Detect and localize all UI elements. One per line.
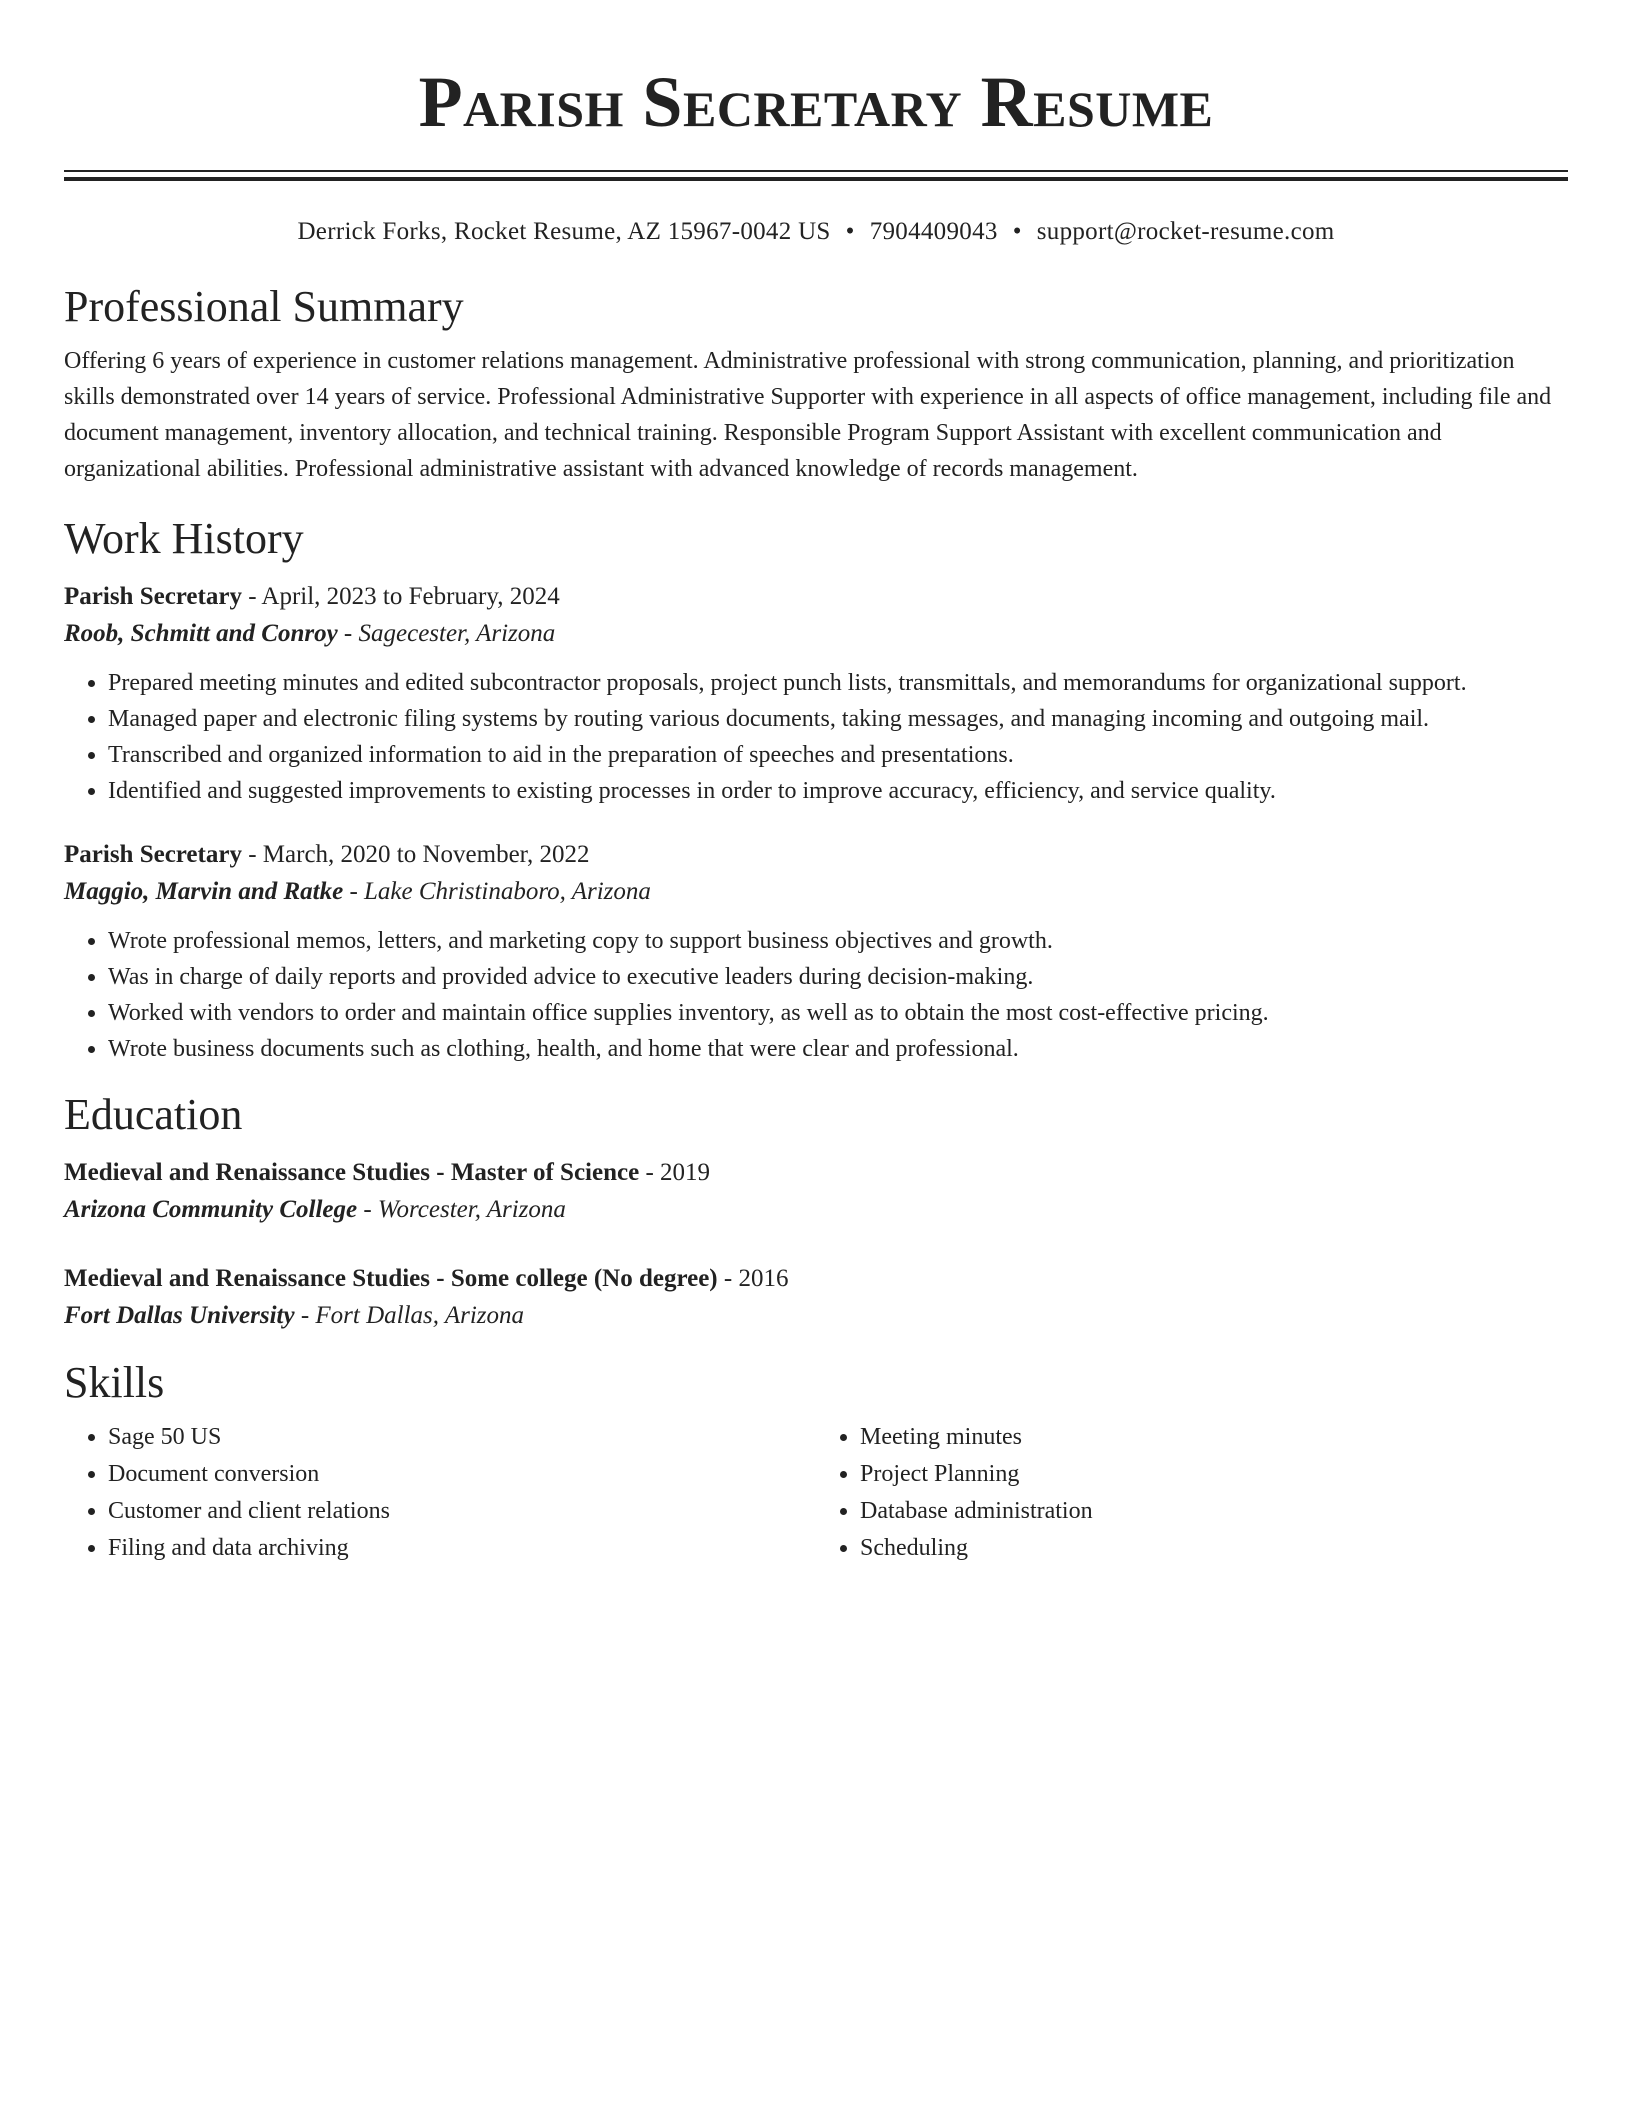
list-item: • Was in charge of daily reports and provided advice to executive leaders during decision-making. — [108, 959, 1568, 995]
contact-line — [64, 215, 1568, 249]
contact-separator: • — [1012, 218, 1022, 245]
education-heading: Education — [64, 1090, 243, 1139]
list-item: • Managed paper and electronic filing systems by routing various documents, taking messages, and managing incoming and outgoing mail. — [108, 701, 1568, 737]
summary-heading: Professional Summary — [64, 282, 464, 331]
page-title: Parish Secretary Resume — [418, 62, 1214, 142]
skill-item: • Document conversion — [108, 1456, 816, 1493]
job-duties-list — [64, 665, 1568, 809]
skills-list-left — [64, 1419, 816, 1567]
education-entry — [64, 1261, 1568, 1335]
school-line — [64, 1297, 1568, 1335]
school: Arizona Community College — [64, 1196, 358, 1223]
skill-item: • Filing and data archiving — [108, 1530, 816, 1567]
job-location: - Sagecester, Arizona — [337, 620, 556, 647]
contact-separator: • — [845, 218, 855, 245]
skills-columns — [64, 1419, 1568, 1567]
title-double-rule — [64, 170, 1568, 181]
job-title: Parish Secretary — [64, 583, 242, 610]
school: Fort Dallas University — [64, 1302, 295, 1329]
job-company: Maggio, Marvin and Ratke — [64, 878, 344, 905]
school-location: - Worcester, Arizona — [357, 1196, 566, 1223]
job-title: Parish Secretary — [64, 841, 242, 868]
skill-item: • Scheduling — [860, 1530, 1568, 1567]
school-location: - Fort Dallas, Arizona — [294, 1302, 524, 1329]
degree-line — [64, 1261, 1568, 1297]
school-line — [64, 1191, 1568, 1229]
skills-list-right — [816, 1419, 1568, 1567]
job-location: - Lake Christinaboro, Arizona — [343, 878, 651, 905]
job-dates: - March, 2020 to November, 2022 — [241, 841, 590, 868]
job-entry — [64, 579, 1568, 809]
degree: Medieval and Renaissance Studies - Some college (No degree) — [64, 1265, 718, 1292]
degree: Medieval and Renaissance Studies - Master of Science — [64, 1159, 640, 1186]
contact-address: Derrick Forks, Rocket Resume, AZ 15967-0042 US — [297, 218, 831, 245]
job-company: Roob, Schmitt and Conroy — [64, 620, 338, 647]
education-section — [64, 1089, 1568, 1335]
degree-year: - 2019 — [639, 1159, 711, 1186]
job-dates: - April, 2023 to February, 2024 — [241, 583, 560, 610]
contact-phone: 7904409043 — [869, 218, 998, 245]
work-history-heading: Work History — [64, 514, 304, 563]
skill-item: • Project Planning — [860, 1456, 1568, 1493]
skill-item: • Database administration — [860, 1493, 1568, 1530]
list-item: • Transcribed and organized information to aid in the preparation of speeches and presentations. — [108, 737, 1568, 773]
job-company-line — [64, 873, 1568, 911]
skills-heading: Skills — [64, 1358, 165, 1407]
list-item: • Worked with vendors to order and maintain office supplies inventory, as well as to obtain the most cost-effective pricing. — [108, 995, 1568, 1031]
work-history-section — [64, 513, 1568, 1067]
list-item: • Prepared meeting minutes and edited subcontractor proposals, project punch lists, transmittals, and memorandums for organizational support. — [108, 665, 1568, 701]
job-title-line — [64, 579, 1568, 615]
skill-item: • Sage 50 US — [108, 1419, 816, 1456]
list-item: • Wrote professional memos, letters, and marketing copy to support business objectives and growth. — [108, 923, 1568, 959]
list-item: • Identified and suggested improvements to existing processes in order to improve accuracy, efficiency, and service quality. — [108, 773, 1568, 809]
skills-section — [64, 1357, 1568, 1567]
summary-section — [64, 281, 1568, 487]
list-item: • Wrote business documents such as clothing, health, and home that were clear and professional. — [108, 1031, 1568, 1067]
summary-text: Offering 6 years of experience in customer relations management. Administrative professional with strong communication, planning, and prioritization skills demonstrated over 14 years of service. Professional Administrative Supporter with experience in all aspects of office management, including file and document management, inventory allocation, and technical training. Responsible Program Support Assistant with excellent communication and organizational abilities. Professional administrative assistant with advanced knowledge of records management. — [64, 348, 1552, 482]
skill-item: • Customer and client relations — [108, 1493, 816, 1530]
job-title-line — [64, 837, 1568, 873]
skill-item: • Meeting minutes — [860, 1419, 1568, 1456]
education-entry — [64, 1155, 1568, 1229]
degree-line — [64, 1155, 1568, 1191]
contact-email: support@rocket-resume.com — [1036, 218, 1335, 245]
job-duties-list — [64, 923, 1568, 1067]
job-company-line — [64, 615, 1568, 653]
degree-year: - 2016 — [717, 1265, 789, 1292]
job-entry — [64, 837, 1568, 1067]
